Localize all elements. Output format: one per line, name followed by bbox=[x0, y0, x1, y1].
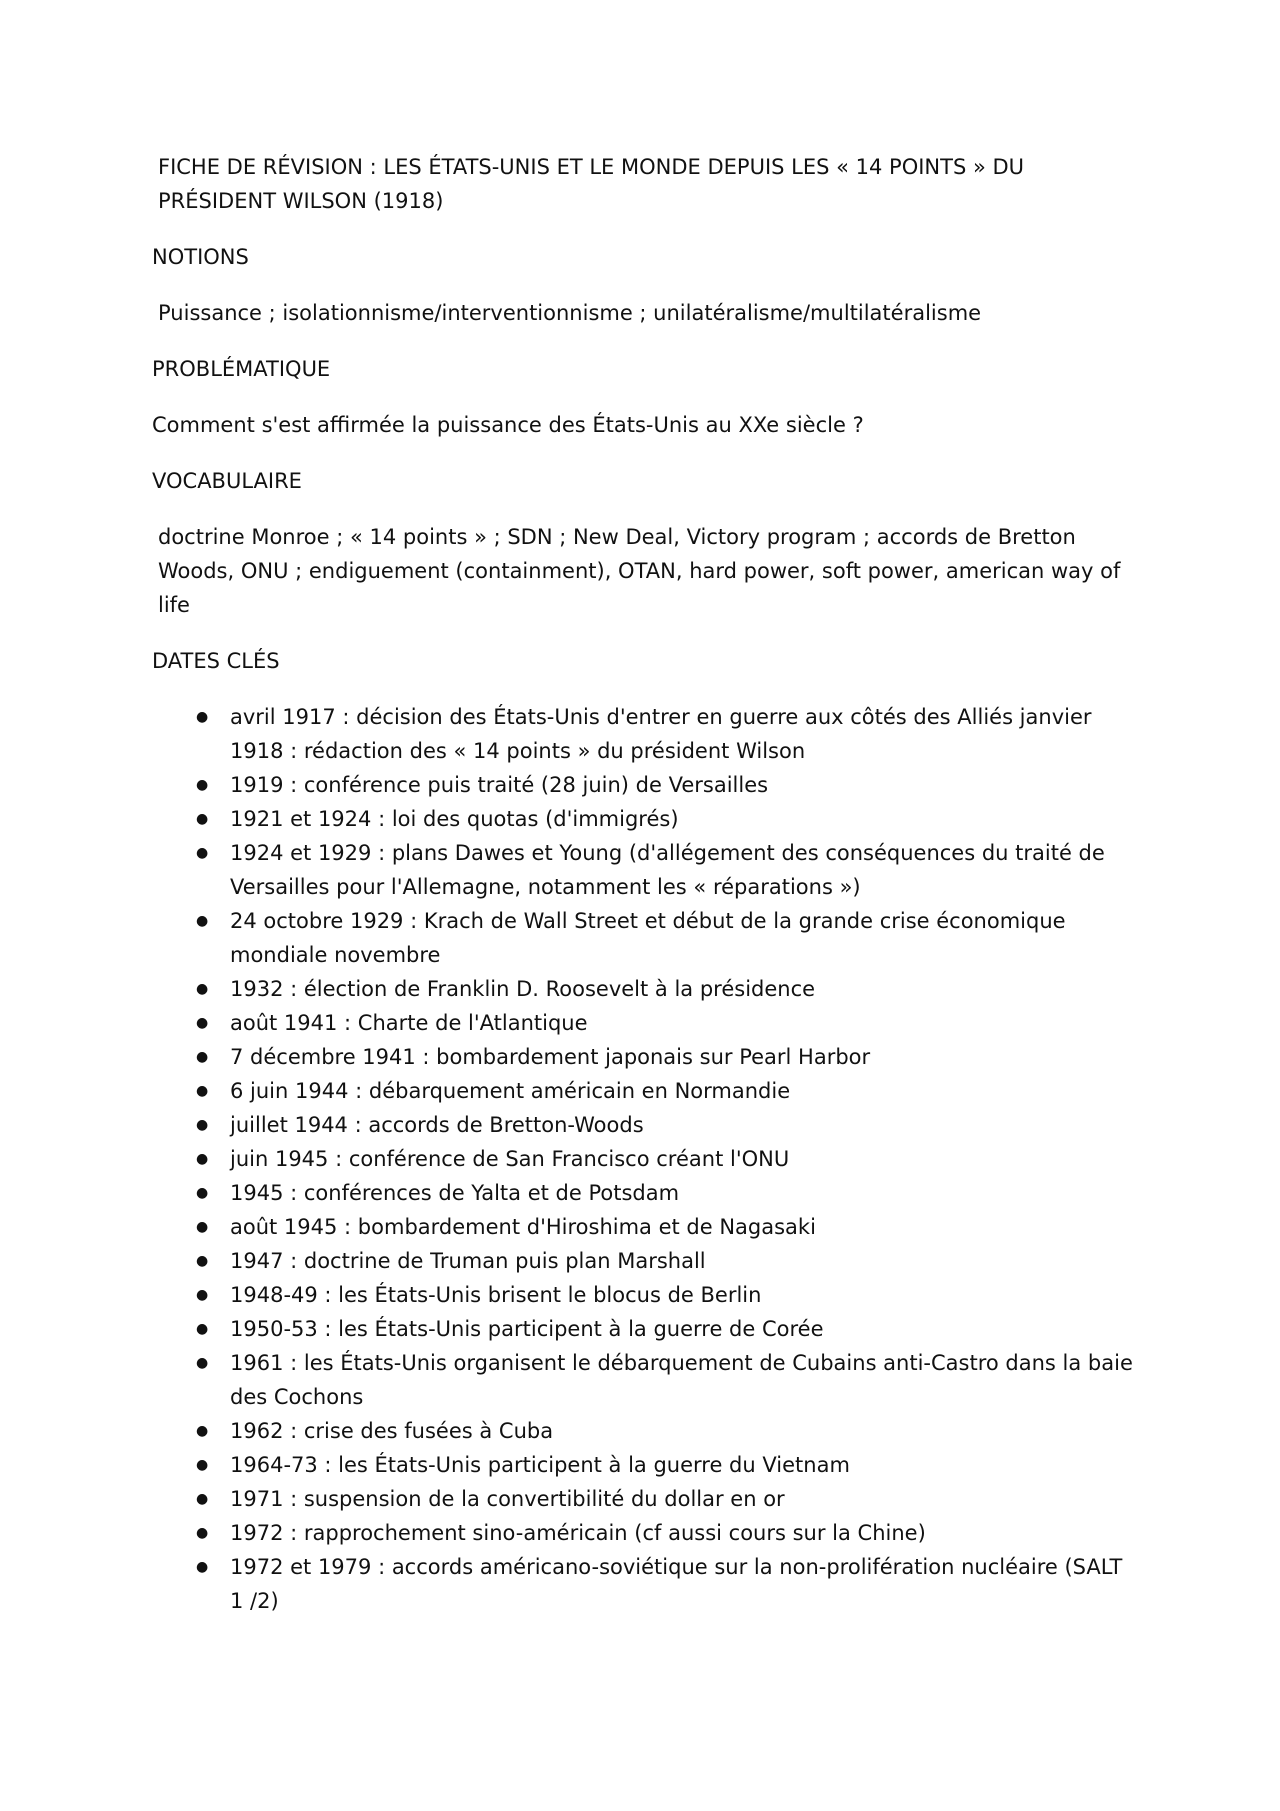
list-item bbox=[152, 1210, 1142, 1244]
bullet-icon: ● bbox=[196, 1355, 209, 1371]
problematique-text: Comment s'est affirmée la puissance des États-Unis au XXe siècle ? bbox=[152, 413, 864, 437]
bullet-icon: ● bbox=[196, 1117, 209, 1133]
list-item-text: 1950-53 : les États-Unis participent à la guerre de Corée bbox=[230, 1317, 824, 1341]
list-item bbox=[152, 1040, 1142, 1074]
list-item-text: 1971 : suspension de la convertibilité du dollar en or bbox=[230, 1487, 785, 1511]
vocabulaire-heading: VOCABULAIRE bbox=[152, 469, 302, 493]
list-item-text: 1948-49 : les États-Unis brisent le blocus de Berlin bbox=[230, 1283, 762, 1307]
bullet-icon: ● bbox=[196, 913, 209, 929]
dates-list bbox=[152, 700, 1142, 1618]
list-item bbox=[152, 700, 1142, 768]
list-item bbox=[152, 802, 1142, 836]
bullet-icon: ● bbox=[196, 709, 209, 725]
list-item bbox=[152, 1142, 1142, 1176]
notions-heading: NOTIONS bbox=[152, 245, 249, 269]
list-item-text: 1947 : doctrine de Truman puis plan Marshall bbox=[230, 1249, 706, 1273]
list-item bbox=[152, 1516, 1142, 1550]
bullet-icon: ● bbox=[196, 845, 209, 861]
bullet-icon: ● bbox=[196, 777, 209, 793]
list-item-text: 1964-73 : les États-Unis participent à la guerre du Vietnam bbox=[230, 1453, 850, 1477]
list-item bbox=[152, 1074, 1142, 1108]
list-item-text: 1972 et 1979 : accords américano-soviétique sur la non-prolifération nucléaire (SALT 1 /2) bbox=[230, 1555, 1123, 1613]
list-item-text: 1961 : les États-Unis organisent le débarquement de Cubains anti-Castro dans la baie des Cochons bbox=[230, 1351, 1133, 1409]
list-item bbox=[152, 1448, 1142, 1482]
list-item bbox=[152, 1414, 1142, 1448]
bullet-icon: ● bbox=[196, 1185, 209, 1201]
list-item-text: 7 décembre 1941 : bombardement japonais sur Pearl Harbor bbox=[230, 1045, 871, 1069]
list-item-text: août 1945 : bombardement d'Hiroshima et de Nagasaki bbox=[230, 1215, 816, 1239]
list-item-text: 1945 : conférences de Yalta et de Potsdam bbox=[230, 1181, 680, 1205]
list-item bbox=[152, 904, 1142, 972]
list-item-text: 1972 : rapprochement sino-américain (cf aussi cours sur la Chine) bbox=[230, 1521, 926, 1545]
bullet-icon: ● bbox=[196, 1219, 209, 1235]
vocabulaire-text: doctrine Monroe ; « 14 points » ; SDN ; New Deal, Victory program ; accords de Bretton Woods, ONU ; endiguement (containment), OTAN, hard power, soft power, american way of life bbox=[158, 525, 1121, 617]
bullet-icon: ● bbox=[196, 1491, 209, 1507]
list-item-text: 1932 : élection de Franklin D. Roosevelt à la présidence bbox=[230, 977, 816, 1001]
bullet-icon: ● bbox=[196, 1321, 209, 1337]
list-item bbox=[152, 836, 1142, 904]
list-item bbox=[152, 1482, 1142, 1516]
list-item-text: août 1941 : Charte de l'Atlantique bbox=[230, 1011, 588, 1035]
document-title: FICHE DE RÉVISION : LES ÉTATS-UNIS ET LE MONDE DEPUIS LES « 14 POINTS » DU PRÉSIDENT WILSON (1918) bbox=[158, 155, 1025, 213]
list-item bbox=[152, 1278, 1142, 1312]
list-item-text: avril 1917 : décision des États-Unis d'entrer en guerre aux côtés des Alliés janvier 1918 : rédaction des « 14 points » du président Wilson bbox=[230, 705, 1092, 763]
bullet-icon: ● bbox=[196, 1253, 209, 1269]
document-content bbox=[152, 150, 1142, 1618]
list-item bbox=[152, 1550, 1142, 1618]
bullet-icon: ● bbox=[196, 1049, 209, 1065]
list-item bbox=[152, 1244, 1142, 1278]
bullet-icon: ● bbox=[196, 1423, 209, 1439]
notions-text: Puissance ; isolationnisme/interventionnisme ; unilatéralisme/multilatéralisme bbox=[158, 301, 982, 325]
list-item-text: juillet 1944 : accords de Bretton-Woods bbox=[230, 1113, 644, 1137]
bullet-icon: ● bbox=[196, 981, 209, 997]
list-item-text: 24 octobre 1929 : Krach de Wall Street et début de la grande crise économique mondiale novembre bbox=[230, 909, 1066, 967]
bullet-icon: ● bbox=[196, 1015, 209, 1031]
bullet-icon: ● bbox=[196, 1151, 209, 1167]
list-item bbox=[152, 1346, 1142, 1414]
problematique-heading: PROBLÉMATIQUE bbox=[152, 357, 331, 381]
list-item-text: 6 juin 1944 : débarquement américain en Normandie bbox=[230, 1079, 791, 1103]
list-item-text: 1919 : conférence puis traité (28 juin) de Versailles bbox=[230, 773, 769, 797]
dates-heading: DATES CLÉS bbox=[152, 649, 280, 673]
list-item-text: juin 1945 : conférence de San Francisco créant l'ONU bbox=[230, 1147, 790, 1171]
list-item-text: 1962 : crise des fusées à Cuba bbox=[230, 1419, 554, 1443]
list-item bbox=[152, 1108, 1142, 1142]
list-item bbox=[152, 1006, 1142, 1040]
bullet-icon: ● bbox=[196, 1083, 209, 1099]
list-item bbox=[152, 1176, 1142, 1210]
list-item bbox=[152, 768, 1142, 802]
bullet-icon: ● bbox=[196, 1287, 209, 1303]
bullet-icon: ● bbox=[196, 1559, 209, 1575]
list-item bbox=[152, 972, 1142, 1006]
list-item-text: 1921 et 1924 : loi des quotas (d'immigrés) bbox=[230, 807, 679, 831]
list-item bbox=[152, 1312, 1142, 1346]
bullet-icon: ● bbox=[196, 811, 209, 827]
bullet-icon: ● bbox=[196, 1525, 209, 1541]
list-item-text: 1924 et 1929 : plans Dawes et Young (d'allégement des conséquences du traité de Versailles pour l'Allemagne, notamment les « réparations ») bbox=[230, 841, 1105, 899]
bullet-icon: ● bbox=[196, 1457, 209, 1473]
